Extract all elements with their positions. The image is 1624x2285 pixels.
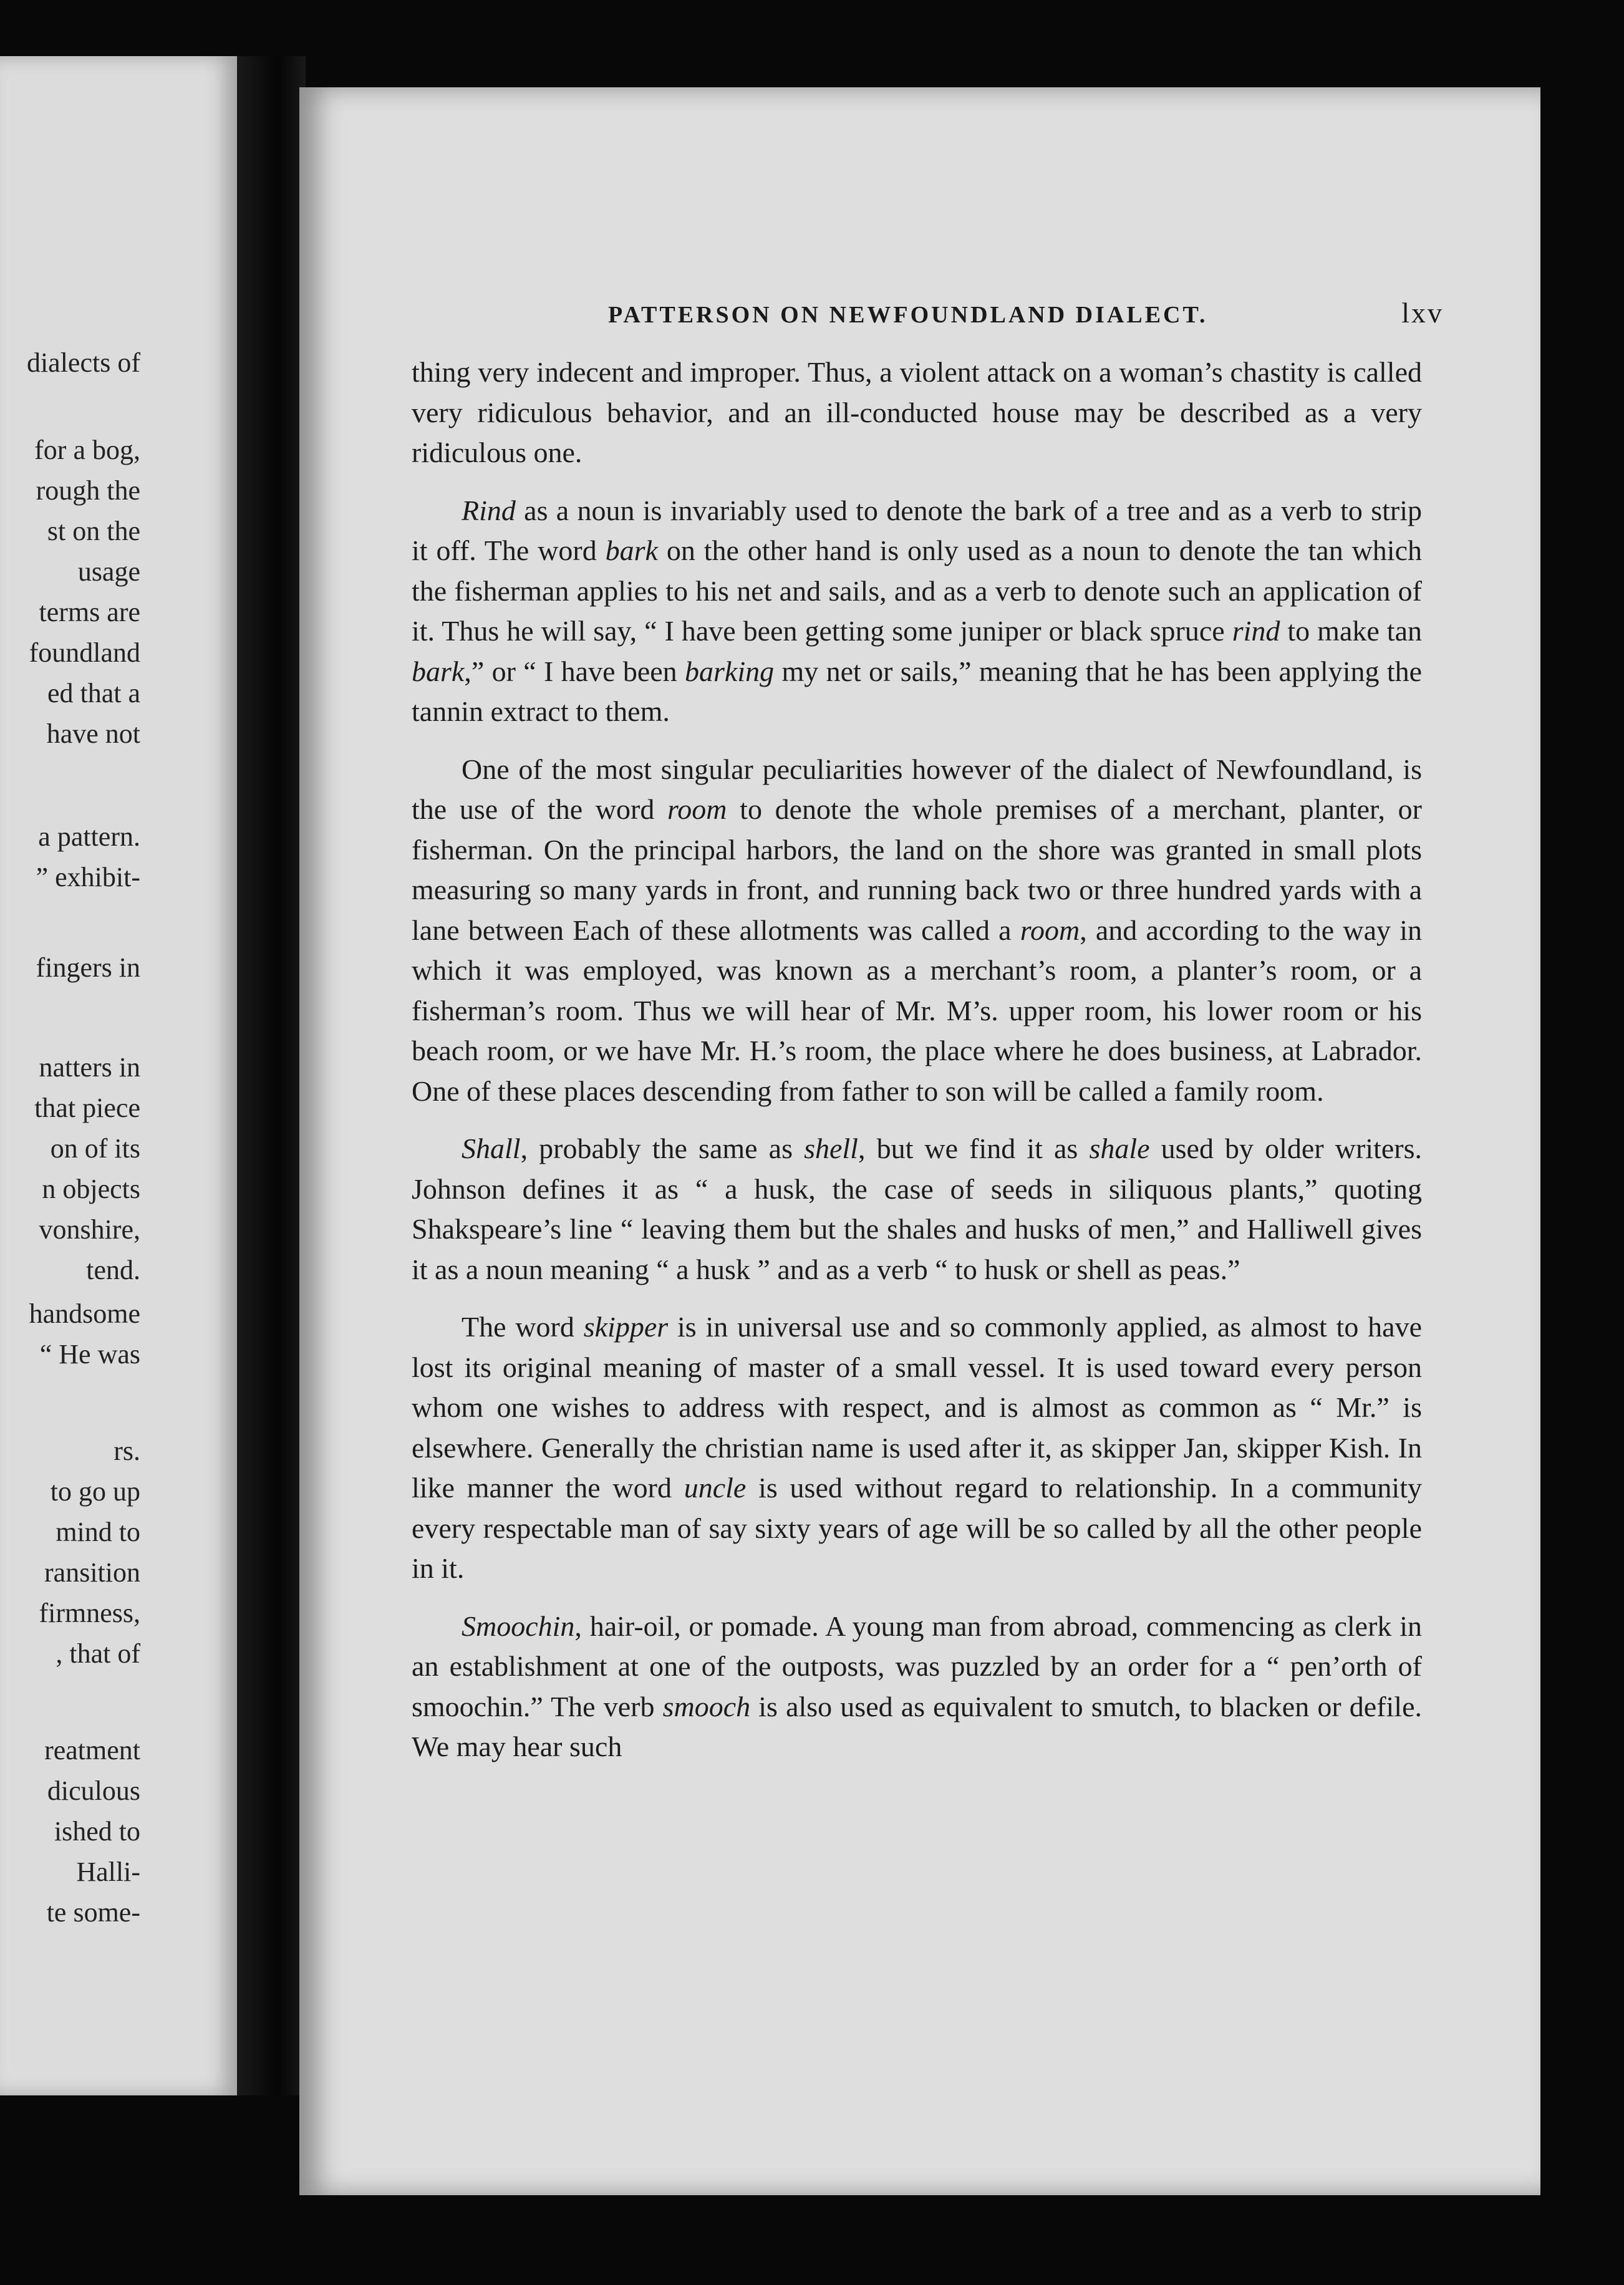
italic-term: Rind [462,494,516,526]
text-run: used by older writers. Johnson defines it as “ a husk, the case of seeds in siliquous plants,” quoting Shakspeare’s line “ leaving them but the shales and husks of men,” and Halliwell gives it as a noun meaning “ a husk ” and as a verb “ to husk or shell as peas.” [412,1133,1422,1285]
facing-page-left [0,56,237,2095]
left-page-line: a pattern. [38,821,140,852]
text-run: my net or sails,” meaning that he has been applying the tannin extract to them. [412,655,1423,727]
paragraph [412,1307,1422,1589]
left-page-line: vonshire, [39,1214,140,1245]
left-page-line: have not [46,718,140,749]
italic-term: Shall [462,1133,521,1164]
left-page-line: te some- [46,1897,140,1928]
paragraph [412,1606,1422,1767]
text-run: is in universal use and so commonly applied, as almost to have lost its original meaning of master of a small vessel. It is used toward every person whom one wishes to address with respect, and is almost as common as “ Mr.” is elsewhere. Generally the christian name is used after it, as skipper Jan, skipper Kish. In like manner the word [412,1311,1422,1504]
italic-term: shale [1089,1133,1150,1164]
running-head [608,296,1444,329]
left-page-line: rough the [36,475,140,506]
text-run: ,” or “ I have been [464,655,685,687]
text-run: , probably the same as [520,1133,805,1164]
left-page-line: for a bog, [34,435,140,465]
italic-term: Smoochin [462,1610,575,1642]
book-gutter [237,56,306,2095]
paragraph [412,750,1422,1112]
left-page-line: ransition [44,1557,140,1588]
left-page-line: n objects [42,1174,140,1204]
text-run: to denote the whole premises of a merchant, planter, or fisherman. On the principal harbors, the land on the shore was granted in small plots measuring so many yards in front, and running back two or three hundred yards with a lane between Each of these allotments was called a [412,793,1422,946]
left-page-line: to go up [50,1476,140,1507]
left-page-line: that piece [34,1093,140,1123]
page-number: lxv [1401,297,1444,329]
left-page-line: mind to [56,1517,140,1547]
body-text [412,352,1422,1785]
italic-term: uncle [684,1472,747,1504]
left-page-line: on of its [50,1133,140,1164]
italic-term: shell [804,1133,858,1164]
italic-term: room [1020,914,1080,946]
left-page-line: reatment [44,1735,140,1766]
left-page-line: rs. [114,1436,140,1466]
running-head-title: PATTERSON ON NEWFOUNDLAND DIALECT. [608,302,1208,328]
left-page-line: st on the [47,516,140,546]
paragraph [412,1129,1422,1290]
italic-term: skipper [583,1311,669,1343]
italic-term: bark [412,655,465,687]
text-run: , hair-oil, or pomade. A young man from abroad, commencing as clerk in an establishment at one of the outposts, was puzzled by an order for a “ pen’orth of smoochin.” The verb [412,1610,1422,1722]
left-page-line: ed that a [47,678,140,708]
italic-term: smooch [662,1690,751,1722]
text-run: to make tan [1280,615,1422,647]
text-run: The word [462,1311,584,1343]
left-page-line: handsome [29,1298,140,1329]
left-page-line: tend. [86,1255,140,1285]
italic-term: barking [685,655,775,687]
text-run: , and according to the way in which it was employed, was known as a merchant’s room, a planter’s room, or a fisherman’s room. Thus we will hear of Mr. M’s. upper room, his lower room or his beach room, or we have Mr. H.’s room, the place where he does business, at Labrador. One of these places descending from father to son will be called a family room. [412,914,1422,1107]
left-page-line: dialects of [26,347,140,378]
left-page-line: ” exhibit- [36,862,140,892]
left-page-line: natters in [39,1052,140,1083]
left-page-line: usage [77,556,140,587]
left-page-line: , that of [56,1638,140,1669]
text-run: is used without regard to relationship. In a community every respectable man of say sixty years of age will be so called by all the other people in it. [412,1472,1422,1584]
text-run: is also used as equivalent to smutch, to blacken or defile. We may hear such [412,1690,1423,1762]
text-run: One of the most singular peculiarities however of the dialect of Newfoundland, is the use of the word [412,753,1422,825]
left-page-line: ished to [54,1816,140,1847]
italic-term: room [667,793,727,825]
text-run: as a noun is invariably used to denote the bark of a tree and as a verb to strip it off. The word [412,494,1422,566]
left-page-line: terms are [39,597,140,627]
text-run: thing very indecent and improper. Thus, a violent attack on a woman’s chastity is called very ridiculous behavior, and an ill-conducted house may be described as a very ridiculous one. [412,356,1422,468]
left-page-line: “ He was [39,1339,140,1370]
text-run: on the other hand is only used as a noun to denote the tan which the fisherman applies to his net and sails, and as a verb to denote such an application of it. Thus he will say, “ I have been getting some juniper or black spruce [412,534,1422,647]
italic-term: rind [1232,615,1280,647]
paragraph [412,491,1422,732]
left-page-line: diculous [47,1775,140,1806]
italic-term: bark [605,534,658,566]
left-page-line: foundland [29,637,140,668]
left-page-line: Halli- [76,1857,140,1887]
left-page-line: firmness, [39,1598,140,1628]
left-page-line: fingers in [36,952,140,983]
text-run: , but we find it as [858,1133,1090,1164]
paragraph [412,352,1422,473]
